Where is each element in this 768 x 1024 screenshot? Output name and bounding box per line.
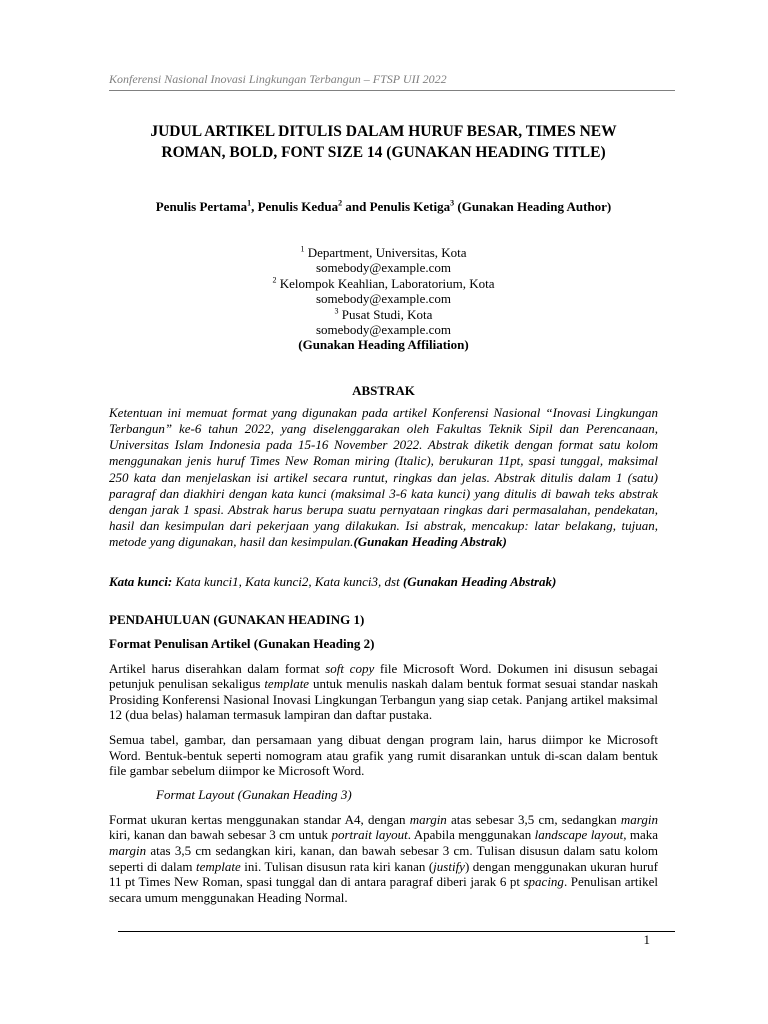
p1-text-2: file Microsoft Word. Dokumen ini disusun sebagai petunjuk penulisan sekaligus <box>109 660 658 692</box>
affiliation-3-sup: 3 <box>334 306 339 316</box>
affiliation-1-sup: 1 <box>300 244 305 254</box>
p3-italic-2: margin <box>620 811 658 827</box>
p3-text-8: ) dengan menggunakan ukuran huruf 11 pt Times New Roman, spasi tunggal dan di antara paragraf diberi jarak 6 pt <box>109 858 658 890</box>
author-1: Penulis Pertama <box>155 199 248 214</box>
author-3-sup: 3 <box>450 198 455 208</box>
header-rule <box>109 90 675 91</box>
affiliation-1-email: somebody@example.com <box>315 260 452 276</box>
author-3: Penulis Ketiga <box>369 199 451 214</box>
affiliation-1 <box>109 245 658 260</box>
heading-1: PENDAHULUAN (GUNAKAN HEADING 1) <box>109 611 365 627</box>
p3-text-2: atas sebesar 3,5 cm, sedangkan <box>446 811 621 827</box>
author-note: (Gunakan Heading Author) <box>454 199 612 214</box>
p3-italic-7: justify <box>433 858 465 874</box>
p1-italic-1: soft copy <box>325 660 375 676</box>
affiliation-2 <box>109 276 658 291</box>
author-line <box>109 199 658 215</box>
p3-italic-4: landscape layout <box>534 827 624 843</box>
heading-3: Format Layout (Gunakan Heading 3) <box>156 786 352 802</box>
paragraph-1 <box>109 661 658 723</box>
author-sep-2: and <box>342 199 370 214</box>
affiliation-2-text: Kelompok Keahlian, Laboratorium, Kota <box>276 275 495 291</box>
p1-text-1: Artikel harus diserahkan dalam format <box>109 660 326 676</box>
p3-italic-3: portrait layout <box>331 827 408 843</box>
article-title <box>109 121 658 163</box>
author-1-sup: 1 <box>247 198 252 208</box>
abstract-note: (Gunakan Heading Abstrak) <box>353 534 507 550</box>
p3-italic-8: spacing <box>523 874 564 890</box>
keywords-text: Kata kunci1, Kata kunci2, Kata kunci3, dst <box>172 573 403 589</box>
footer-rule <box>118 931 675 932</box>
affiliation-3-email: somebody@example.com <box>315 322 452 338</box>
running-header: Konferensi Nasional Inovasi Lingkungan Terbangun – FTSP UII 2022 <box>109 72 447 86</box>
p3-text-5: , maka <box>623 827 658 843</box>
affiliations <box>109 245 658 353</box>
title-line-2: ROMAN, BOLD, FONT SIZE 14 (GUNAKAN HEADING TITLE) <box>161 144 606 161</box>
p3-italic-1: margin <box>409 811 447 827</box>
p3-italic-6: template <box>196 858 241 874</box>
p3-text-6: atas 3,5 cm sedangkan kiri, kanan, dan bawah sebesar 3 cm. Tulisan disusun dalam satu kolom seperti di dalam <box>109 843 658 874</box>
abstract-body: Ketentuan ini memuat format yang digunakan pada artikel Konferensi Nasional “Inovasi Lingkungan Terbangun” ke-6 tahun 2022, yang diselenggarakan oleh Fakultas Teknik Sipil dan Perencanaan, Universitas Islam Indonesia pada 15-16 November 2022. Abstrak diketik dengan format satu kolom menggunakan jenis huruf Times New Roman miring (Italic), berukuran 11pt, spasi tunggal, maksimal 250 kata dan menjelaskan isi artikel secara runtut, ringkas dan jelas. Abstrak ditulis dalam 1 (satu) paragraf dan diakhiri dengan kata kunci (maksimal 3-6 kata kunci) yang ditulis di bawah teks abstrak dengan jarak 1 spasi. Abstrak harus berupa suatu pernyataan ringkas dari permasalahan, pendekatan, hasil dan kesimpulan dari pekerjaan yang dilakukan. Isi abstrak, mencakup: latar belakang, tujuan, metode yang digunakan, hasil dan kesimpulan. <box>109 404 658 550</box>
paragraph-3 <box>109 812 658 906</box>
p3-italic-5: margin <box>109 843 147 859</box>
p3-text-1: Format ukuran kertas menggunakan standar A4, dengan <box>109 811 410 827</box>
keywords-line <box>109 574 658 590</box>
affiliation-3 <box>109 307 658 322</box>
p1-italic-2: template <box>264 676 310 692</box>
title-line-1: JUDUL ARTIKEL DITULIS DALAM HURUF BESAR, TIMES NEW <box>150 123 617 140</box>
p3-text-9: . Penulisan artikel secara umum menggunakan Heading Normal. <box>109 874 658 905</box>
abstract-text <box>109 405 658 551</box>
affiliation-3-text: Pusat Studi, Kota <box>338 306 433 322</box>
abstract-heading: ABSTRAK <box>352 382 415 398</box>
p3-text-7: ini. Tulisan disusun rata kiri kanan ( <box>240 858 434 874</box>
heading-2: Format Penulisan Artikel (Gunakan Heading 2) <box>109 635 375 651</box>
affiliation-1-text: Department, Universitas, Kota <box>304 245 467 260</box>
author-sep-1: , <box>251 199 258 214</box>
p3-text-3: kiri, kanan dan bawah sebesar 3 cm untuk <box>109 827 332 843</box>
keywords-note: (Gunakan Heading Abstrak) <box>402 573 557 589</box>
author-2: Penulis Kedua <box>257 199 339 214</box>
affiliation-note: (Gunakan Heading Affiliation) <box>298 337 469 353</box>
paragraph-2: Semua tabel, gambar, dan persamaan yang dibuat dengan program lain, harus diimpor ke Microsoft Word. Bentuk-bentuk seperti nomogram atau grafik yang rumit disarankan untuk di-scan dalam bentuk file gambar sebelum diimpor ke Microsoft Word. <box>109 732 658 779</box>
affiliation-2-email: somebody@example.com <box>315 291 452 307</box>
keywords-label: Kata kunci: <box>109 573 173 589</box>
affiliation-2-sup: 2 <box>272 275 277 285</box>
document-body <box>109 121 658 905</box>
page-number: 1 <box>643 932 650 947</box>
author-2-sup: 2 <box>338 198 343 208</box>
p3-text-4: . Apabila menggunakan <box>407 827 535 843</box>
p1-text-3: untuk menulis naskah dalam bentuk format sesuai standar naskah Prosiding Konferensi Nasional Inovasi Lingkungan Terbangun yang siap cetak. Panjang artikel maksimal 12 (dua belas) halaman termasuk lampiran dan daftar pustaka. <box>109 676 658 723</box>
